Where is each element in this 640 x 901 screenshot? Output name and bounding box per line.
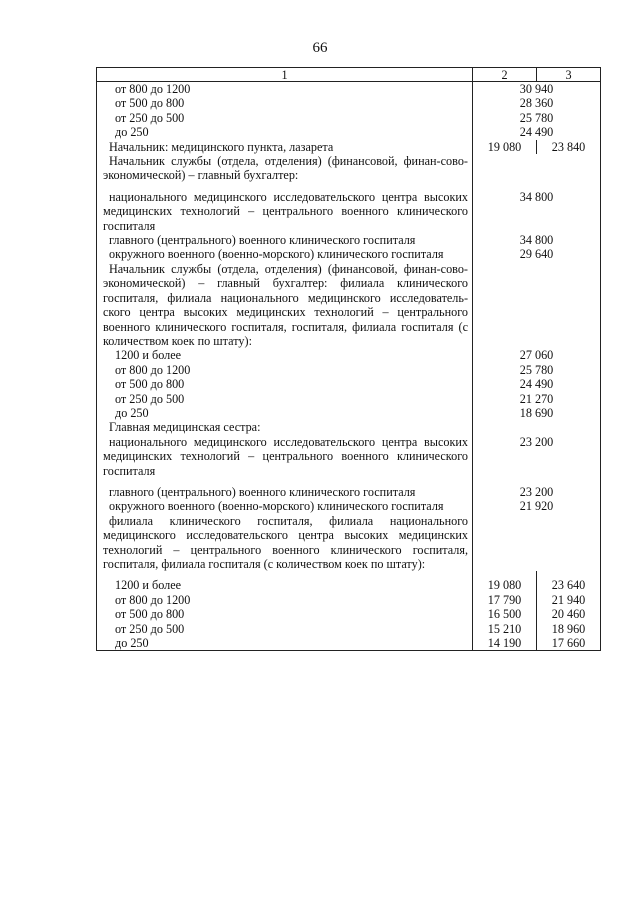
salary-value-col3: [537, 420, 601, 434]
table-row: [97, 420, 601, 434]
salary-value-merged: 27 060: [473, 348, 601, 362]
position-label: филиала клинического госпиталя, филиала национального медицинского исследовательского центра высоких медицинских технологий – центрального военного клинического госпиталя, госпиталя, филиала госпиталя (с количеством коек по штату):: [103, 513, 468, 571]
table-row: [97, 233, 601, 247]
salary-value-col2: [473, 154, 537, 183]
table-row: [97, 247, 601, 261]
position-label: окружного военного (военно-морского) клинического госпиталя: [109, 499, 444, 514]
position-cell: [97, 392, 473, 406]
position-cell: [97, 622, 473, 636]
table-row: [97, 183, 601, 233]
table-row: [97, 622, 601, 636]
salary-value-col3: 20 460: [537, 607, 601, 621]
salary-value-col3: 17 660: [537, 636, 601, 651]
position-cell: [97, 420, 473, 434]
salary-value-merged: 25 780: [473, 363, 601, 377]
position-cell: [97, 636, 473, 651]
position-cell: [97, 514, 473, 572]
table-row: [97, 571, 601, 592]
salary-value-merged: 23 200: [473, 435, 601, 478]
position-cell: [97, 499, 473, 513]
salary-value-col3: [537, 514, 601, 572]
position-label: от 500 до 800: [115, 96, 185, 111]
position-cell: [97, 125, 473, 139]
position-cell: [97, 348, 473, 362]
table-row: [97, 377, 601, 391]
table-row: [97, 125, 601, 139]
salary-value-merged: 29 640: [473, 247, 601, 261]
salary-value-merged: 34 800: [473, 233, 601, 247]
column-header-3: 3: [537, 68, 601, 82]
position-label: до 250: [115, 125, 149, 140]
salary-value-col2: [473, 420, 537, 434]
table-body: [97, 82, 601, 651]
position-cell: [97, 571, 473, 592]
position-cell: [97, 262, 473, 348]
salary-value-merged: 24 490: [473, 377, 601, 391]
table-row: [97, 636, 601, 651]
table-row: [97, 435, 601, 478]
table-row: [97, 607, 601, 621]
table-row: [97, 499, 601, 513]
position-cell: [97, 154, 473, 183]
salary-value-col2: 19 080: [473, 140, 537, 154]
salary-value-merged: 21 270: [473, 392, 601, 406]
position-cell: [97, 435, 473, 478]
position-label: от 250 до 500: [115, 110, 185, 125]
position-label: Главная медицинская сестра:: [109, 420, 261, 435]
position-label: 1200 и более: [115, 348, 182, 363]
salary-value-col2: 19 080: [473, 571, 537, 592]
salary-value-col2: [473, 262, 537, 348]
salary-value-merged: 34 800: [473, 183, 601, 233]
position-label: от 800 до 1200: [115, 362, 191, 377]
position-label: от 500 до 800: [115, 607, 185, 622]
position-label: национального медицинского исследовательского центра высоких медицинских технологий – центрального военного клинического госпиталя: [103, 434, 468, 478]
salary-value-merged: 21 920: [473, 499, 601, 513]
position-label: главного (центрального) военного клинического госпиталя: [109, 233, 416, 248]
table-row: [97, 96, 601, 110]
position-label: окружного военного (военно-морского) клинического госпиталя: [109, 247, 444, 262]
header-row: [97, 68, 601, 82]
position-cell: [97, 478, 473, 499]
salary-table: [96, 67, 601, 651]
table-row: [97, 154, 601, 183]
salary-value-merged: 23 200: [473, 478, 601, 499]
position-label: Начальник службы (отдела, отделения) (финансовой, финан-сово-экономической) – главный бухгалтер: филиала клинического госпиталя, филиала национального медицинского исследователь-ского центра высоких медицинских технологий – центрального военного клинического госпиталя, госпиталя, филиала госпиталя (с количеством коек по штату):: [103, 261, 468, 348]
position-label: до 250: [115, 636, 149, 651]
position-label: от 800 до 1200: [115, 592, 191, 607]
position-label: до 250: [115, 405, 149, 420]
position-label: национального медицинского исследовательского центра высоких медицинских технологий – центрального военного клинического госпиталя: [103, 189, 468, 233]
position-cell: [97, 363, 473, 377]
salary-value-col2: 16 500: [473, 607, 537, 621]
table-row: [97, 348, 601, 362]
position-label: Начальник: медицинского пункта, лазарета: [109, 139, 334, 154]
column-header-1: 1: [97, 68, 473, 82]
salary-value-merged: 18 690: [473, 406, 601, 420]
position-cell: [97, 377, 473, 391]
position-label: главного (центрального) военного клинического госпиталя: [109, 484, 416, 499]
table-row: [97, 111, 601, 125]
salary-value-col3: 23 840: [537, 140, 601, 154]
position-cell: [97, 140, 473, 154]
salary-value-merged: 28 360: [473, 96, 601, 110]
table-row: [97, 514, 601, 572]
salary-value-col3: [537, 154, 601, 183]
table-row: [97, 406, 601, 420]
position-label: от 250 до 500: [115, 391, 185, 406]
table-row: [97, 593, 601, 607]
salary-value-col3: 18 960: [537, 622, 601, 636]
position-cell: [97, 593, 473, 607]
column-header-2: 2: [473, 68, 537, 82]
table-row: [97, 262, 601, 348]
position-cell: [97, 607, 473, 621]
salary-value-merged: 24 490: [473, 125, 601, 139]
salary-value-col3: 23 640: [537, 571, 601, 592]
table-row: [97, 478, 601, 499]
salary-value-col3: 21 940: [537, 593, 601, 607]
position-label: от 250 до 500: [115, 621, 185, 636]
position-label: от 500 до 800: [115, 377, 185, 392]
position-label: 1200 и более: [115, 578, 182, 593]
position-label: Начальник службы (отдела, отделения) (финансовой, финан-совο-экономической) – главный бухгалтер:: [103, 154, 468, 183]
position-cell: [97, 406, 473, 420]
salary-value-merged: 30 940: [473, 82, 601, 97]
salary-value-merged: 25 780: [473, 111, 601, 125]
position-cell: [97, 247, 473, 261]
page-number: 66: [312, 40, 328, 56]
position-cell: [97, 96, 473, 110]
salary-value-col2: 14 190: [473, 636, 537, 651]
table-row: [97, 140, 601, 154]
salary-value-col2: [473, 514, 537, 572]
table-row: [97, 82, 601, 97]
position-cell: [97, 111, 473, 125]
position-cell: [97, 233, 473, 247]
salary-value-col3: [537, 262, 601, 348]
salary-value-col2: 15 210: [473, 622, 537, 636]
table-row: [97, 363, 601, 377]
position-cell: [97, 183, 473, 233]
table-row: [97, 392, 601, 406]
salary-value-col2: 17 790: [473, 593, 537, 607]
position-cell: [97, 82, 473, 97]
position-label: от 800 до 1200: [115, 82, 191, 96]
